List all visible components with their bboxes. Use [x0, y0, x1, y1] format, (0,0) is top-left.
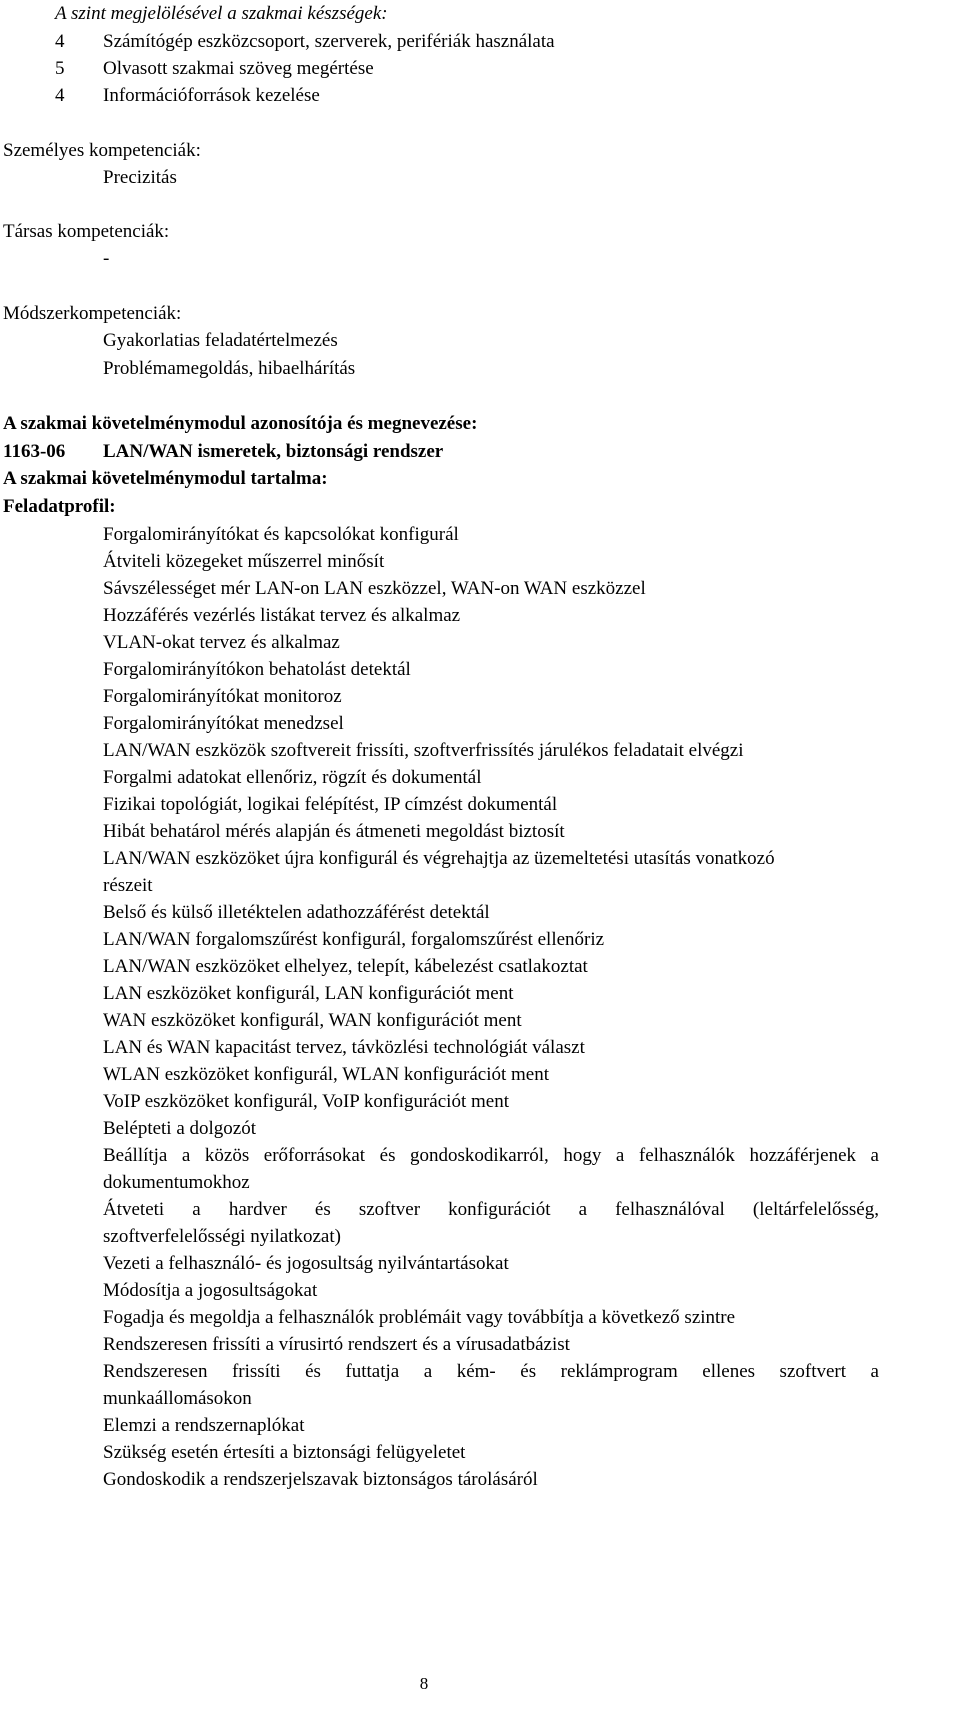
module-name: LAN/WAN ismeretek, biztonsági rendszer [103, 441, 444, 462]
task-line: Forgalomirányítókon behatolást detektál [103, 659, 411, 680]
personal-item: Precizitás [103, 167, 177, 188]
method-heading: Módszerkompetenciák: [3, 303, 182, 324]
task-line: Fizikai topológiát, logikai felépítést, IP címzést dokumentál [103, 794, 558, 815]
task-item [103, 953, 879, 980]
task-line: LAN/WAN eszközöket elhelyez, telepít, kábelezést csatlakoztat [103, 956, 588, 977]
task-line: Gondoskodik a rendszerjelszavak biztonságos tárolásáról [103, 1469, 538, 1490]
task-item [103, 1007, 879, 1034]
task-item [103, 1034, 879, 1061]
task-line: LAN/WAN eszközöket újra konfigurál és végrehajtja az üzemeltetési utasítás vonatkozó [103, 848, 775, 869]
task-line: Fogadja és megoldja a felhasználók problémáit vagy továbbítja a következő szintre [103, 1307, 736, 1328]
task-line: dokumentumokhoz [103, 1172, 250, 1193]
task-line: munkaállomásokon [103, 1388, 252, 1409]
task-item [103, 629, 879, 656]
module-content-heading: A szakmai követelménymodul tartalma: [3, 468, 328, 489]
task-item [103, 710, 879, 737]
task-item [103, 1196, 879, 1250]
task-line: Forgalomirányítókat monitoroz [103, 686, 342, 707]
task-item [103, 1412, 879, 1439]
task-item [103, 926, 879, 953]
task-item [103, 602, 879, 629]
task-line: Módosítja a jogosultságokat [103, 1280, 318, 1301]
method-item: Problémamegoldás, hibaelhárítás [103, 358, 356, 379]
task-line: LAN és WAN kapacitást tervez, távközlési technológiát választ [103, 1037, 585, 1058]
task-item [103, 1358, 879, 1412]
task-line: Rendszeresen frissíti és futtatja a kém- és reklámprogram ellenes szoftvert a [103, 1361, 879, 1382]
skill-text: Számítógép eszközcsoport, szerverek, perifériák használata [103, 31, 555, 52]
task-item [103, 683, 879, 710]
task-item [103, 548, 879, 575]
task-line: VLAN-okat tervez és alkalmaz [103, 632, 340, 653]
skills-heading: A szint megjelölésével a szakmai készségek: [55, 3, 388, 24]
task-item [103, 845, 879, 899]
task-line: Szükség esetén értesíti a biztonsági felügyeletet [103, 1442, 466, 1463]
personal-heading: Személyes kompetenciák: [3, 140, 201, 161]
profile-heading: Feladatprofil: [3, 496, 116, 517]
task-line: Vezeti a felhasználó- és jogosultság nyilvántartásokat [103, 1253, 509, 1274]
task-item [103, 575, 879, 602]
task-line: Forgalmi adatokat ellenőriz, rögzít és dokumentál [103, 767, 482, 788]
task-line: Beállítja a közös erőforrásokat és gondoskodikarról, hogy a felhasználók hozzáférjenek a [103, 1145, 879, 1166]
task-line: LAN eszközöket konfigurál, LAN konfigurációt ment [103, 983, 514, 1004]
task-item [103, 656, 879, 683]
task-line: Átveteti a hardver és szoftver konfigurációt a felhasználóval (leltárfelelősség, [103, 1199, 879, 1220]
task-line: Rendszeresen frissíti a vírusirtó rendszert és a vírusadatbázist [103, 1334, 570, 1355]
task-item [103, 1088, 879, 1115]
page-number: 8 [419, 1674, 429, 1693]
task-line: részeit [103, 875, 153, 896]
task-line: Átviteli közegeket műszerrel minősít [103, 551, 385, 572]
task-item [103, 1250, 879, 1277]
task-item [103, 737, 879, 764]
task-line: WLAN eszközöket konfigurál, WLAN konfigurációt ment [103, 1064, 550, 1085]
task-item [103, 1142, 879, 1196]
social-item: - [103, 248, 110, 269]
skill-level: 4 [55, 85, 65, 106]
task-line: Hozzáférés vezérlés listákat tervez és alkalmaz [103, 605, 461, 626]
task-line: LAN/WAN eszközök szoftvereit frissíti, szoftverfrissítés járulékos feladatait elvégzi [103, 740, 744, 761]
task-item [103, 521, 879, 548]
task-item [103, 818, 879, 845]
task-line: LAN/WAN forgalomszűrést konfigurál, forgalomszűrést ellenőriz [103, 929, 605, 950]
module-code: 1163-06 [3, 441, 66, 462]
task-line: Belső és külső illetéktelen adathozzáférést detektál [103, 902, 490, 923]
task-item [103, 1277, 879, 1304]
task-item [103, 1466, 879, 1493]
task-item [103, 1115, 879, 1142]
task-line: Belépteti a dolgozót [103, 1118, 257, 1139]
task-line: Sávszélességet mér LAN-on LAN eszközzel, WAN-on WAN eszközzel [103, 578, 646, 599]
task-list [103, 521, 879, 1493]
task-line: Hibát behatárol mérés alapján és átmeneti megoldást biztosít [103, 821, 565, 842]
task-item [103, 980, 879, 1007]
task-item [103, 791, 879, 818]
skill-text: Információforrások kezelése [103, 85, 320, 106]
task-item [103, 1331, 879, 1358]
task-line: WAN eszközöket konfigurál, WAN konfigurációt ment [103, 1010, 522, 1031]
task-line: szoftverfelelősségi nyilatkozat) [103, 1226, 341, 1247]
task-item [103, 899, 879, 926]
task-item [103, 1439, 879, 1466]
skill-level: 5 [55, 58, 65, 79]
task-item [103, 764, 879, 791]
task-line: VoIP eszközöket konfigurál, VoIP konfigurációt ment [103, 1091, 509, 1112]
task-item [103, 1061, 879, 1088]
task-item [103, 1304, 879, 1331]
skill-level: 4 [55, 31, 65, 52]
task-line: Forgalomirányítókat menedzsel [103, 713, 344, 734]
skill-text: Olvasott szakmai szöveg megértése [103, 58, 374, 79]
method-item: Gyakorlatias feladatértelmezés [103, 330, 338, 351]
social-heading: Társas kompetenciák: [3, 221, 170, 242]
module-id-heading: A szakmai követelménymodul azonosítója és megnevezése: [3, 413, 478, 434]
task-line: Elemzi a rendszernaplókat [103, 1415, 305, 1436]
task-line: Forgalomirányítókat és kapcsolókat konfigurál [103, 524, 459, 545]
